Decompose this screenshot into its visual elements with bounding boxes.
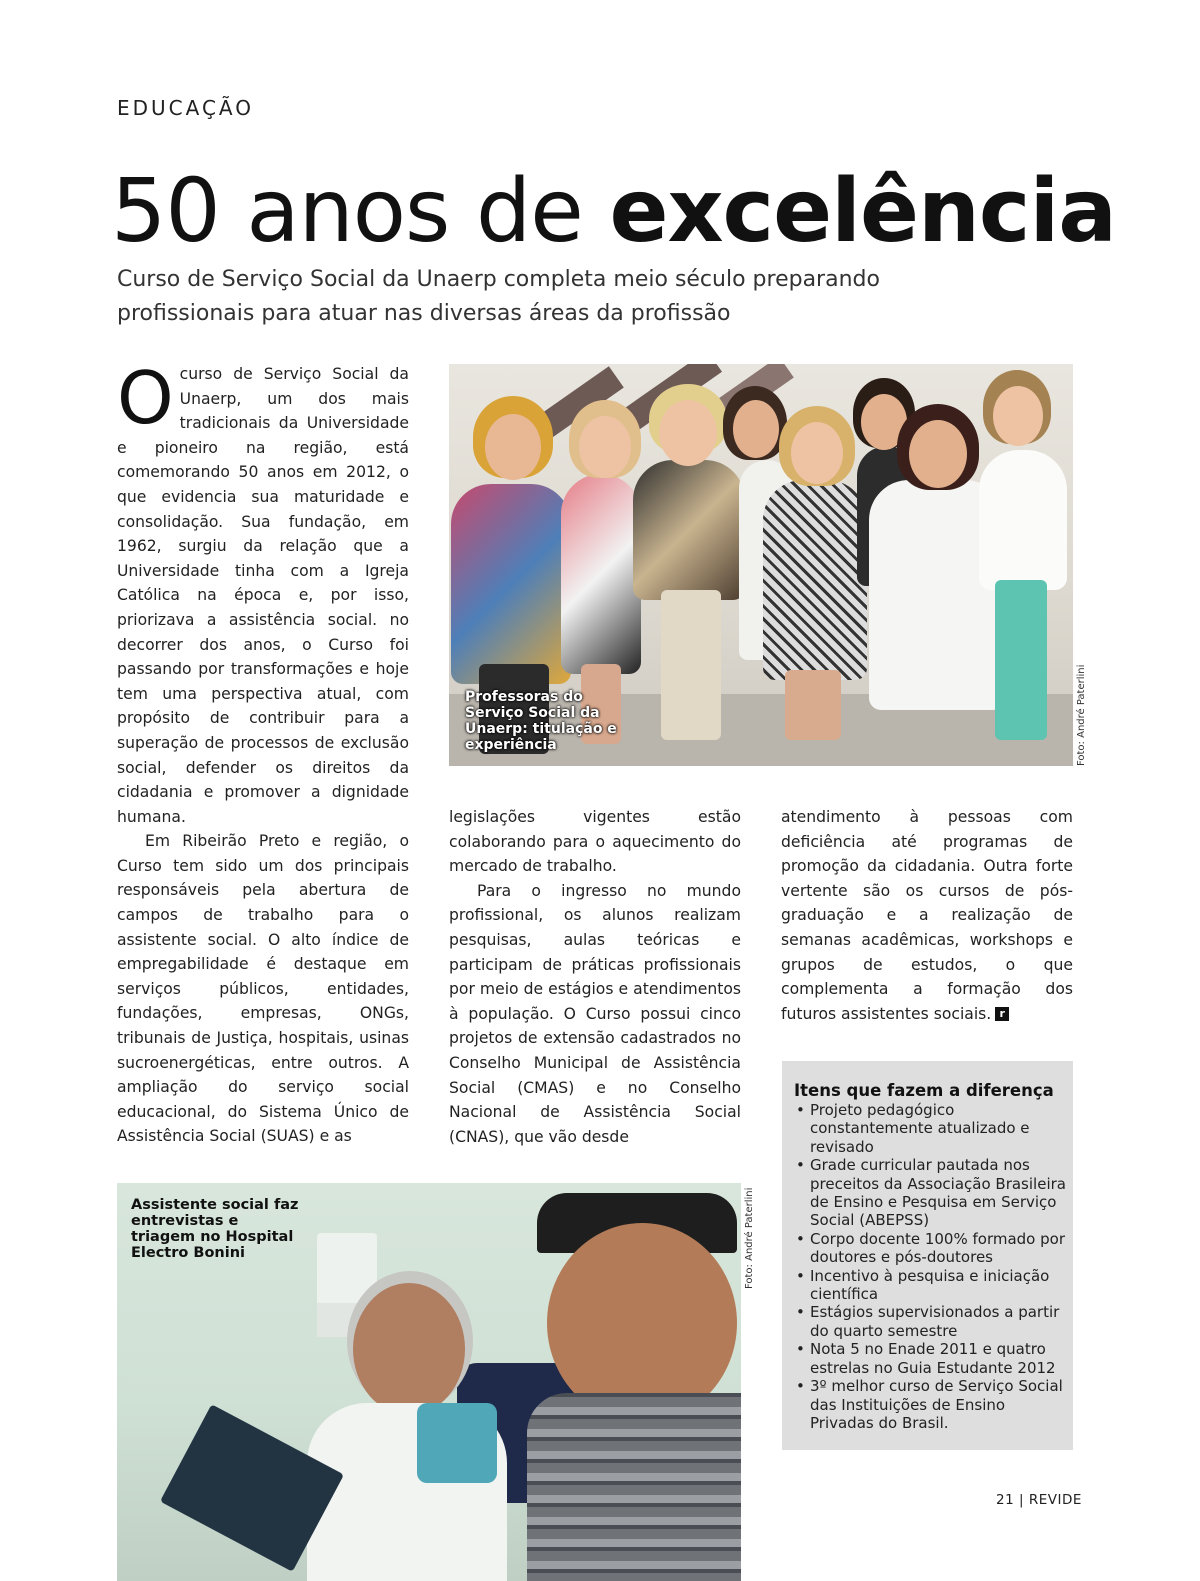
list-item: • Estágios supervisionados a partir do quarto semestre (794, 1303, 1070, 1340)
article-column-3 (781, 805, 1073, 1026)
article-column-1 (117, 356, 409, 1149)
headline (111, 160, 1116, 262)
article-paragraph: Em Ribeirão Preto e região, o Curso tem sido um dos principais responsáveis pela abertura de campos de trabalho para o assistente social. O alto índice de empregabilidade é destaque em serviços públicos, entidades, fundações, empresas, ONGs, tribunais de Justiça, hospitais, usinas sucroenergéticas, entre outros. A ampliação do serviço social educacional, do Sistema Único de Assistência Social (SUAS) e as (117, 832, 409, 1146)
photo-caption: Professoras do Serviço Social da Unaerp: titulação e experiência (465, 689, 617, 753)
headline-bold: excelência (609, 160, 1116, 262)
list-item: • Incentivo à pesquisa e iniciação científica (794, 1267, 1070, 1304)
subheadline: Curso de Serviço Social da Unaerp completa meio século preparando profissionais para atuar nas diversas áreas da profissão (117, 267, 880, 326)
article-paragraph (117, 356, 409, 829)
headline-light: 50 anos de (111, 160, 610, 262)
photo-credit-text: Foto: André Paterlini (1076, 664, 1087, 766)
dropcap: O (117, 356, 174, 440)
photo-credit-text: Foto: André Paterlini (744, 1187, 755, 1289)
article-column-2 (449, 805, 741, 1149)
list-item: • Projeto pedagógico constantemente atualizado e revisado (794, 1101, 1070, 1156)
highlights-title: Itens que fazem a diferença (794, 1081, 1054, 1100)
list-item: • Corpo docente 100% formado por doutores e pós-doutores (794, 1230, 1070, 1267)
list-item: • 3º melhor curso de Serviço Social das Instituições de Ensino Privadas do Brasil. (794, 1377, 1070, 1432)
photo-credit (744, 1183, 756, 1293)
article-paragraph: Para o ingresso no mundo profissional, os alunos realizam pesquisas, aulas teóricas e participam de práticas profissionais por meio de estágios e atendimentos à população. O Curso possui cinco projetos de extensão cadastrados no Conselho Municipal de Assistência Social (CMAS) e no Conselho Nacional de Assistência Social (CNAS), que vão desde (449, 881, 741, 1146)
photo-professors (449, 364, 1073, 766)
article-paragraph (781, 805, 1073, 1026)
list-item: • Grade curricular pautada nos preceitos da Associação Brasileira de Ensino e Pesquisa em Serviço Social (ABEPSS) (794, 1156, 1070, 1230)
photo-caption: Assistente social faz entrevistas e triagem no Hospital Electro Bonini (131, 1197, 299, 1261)
page-number: 21 (996, 1492, 1015, 1508)
list-item: • Nota 5 no Enade 2011 e quatro estrelas no Guia Estudante 2012 (794, 1340, 1070, 1377)
footer-separator: | (1018, 1492, 1025, 1508)
highlights-box (782, 1061, 1073, 1450)
paragraph-text: curso de Serviço Social da Unaerp, um dos mais tradicionais da Universidade e pioneiro na região, está comemorando 50 anos em 2012, o que evidencia sua maturidade e consolidação. Sua fundação, em 1962, surgiu da relação que a Universidade tinha com a Igreja Católica na época e, por isso, priorizava a assistência social. no decorrer dos anos, o Curso foi passando por transformações e hoje tem uma perspectiva atual, com propósito de contribuir para a superação de processos de exclusão social, defender os direitos da cidadania e promover a dignidade humana. (117, 365, 409, 826)
end-mark-icon: r (995, 1007, 1009, 1021)
photo-credit (1076, 664, 1088, 768)
section-label: EDUCAÇÃO (117, 96, 255, 120)
paragraph-text: atendimento à pessoas com deficiência até programas de promoção da cidadania. Outra forte vertente são os cursos de pós-graduação e a realização de semanas acadêmicas, workshops e grupos de estudos, o que complementa a formação dos futuros assistentes sociais. (781, 808, 1073, 1023)
magazine-name: REVIDE (1028, 1492, 1082, 1508)
photo-social-worker (117, 1183, 741, 1581)
page-footer (996, 1492, 1082, 1508)
highlights-list (794, 1101, 1070, 1432)
article-paragraph: legislações vigentes estão colaborando para o aquecimento do mercado de trabalho. (449, 808, 741, 876)
